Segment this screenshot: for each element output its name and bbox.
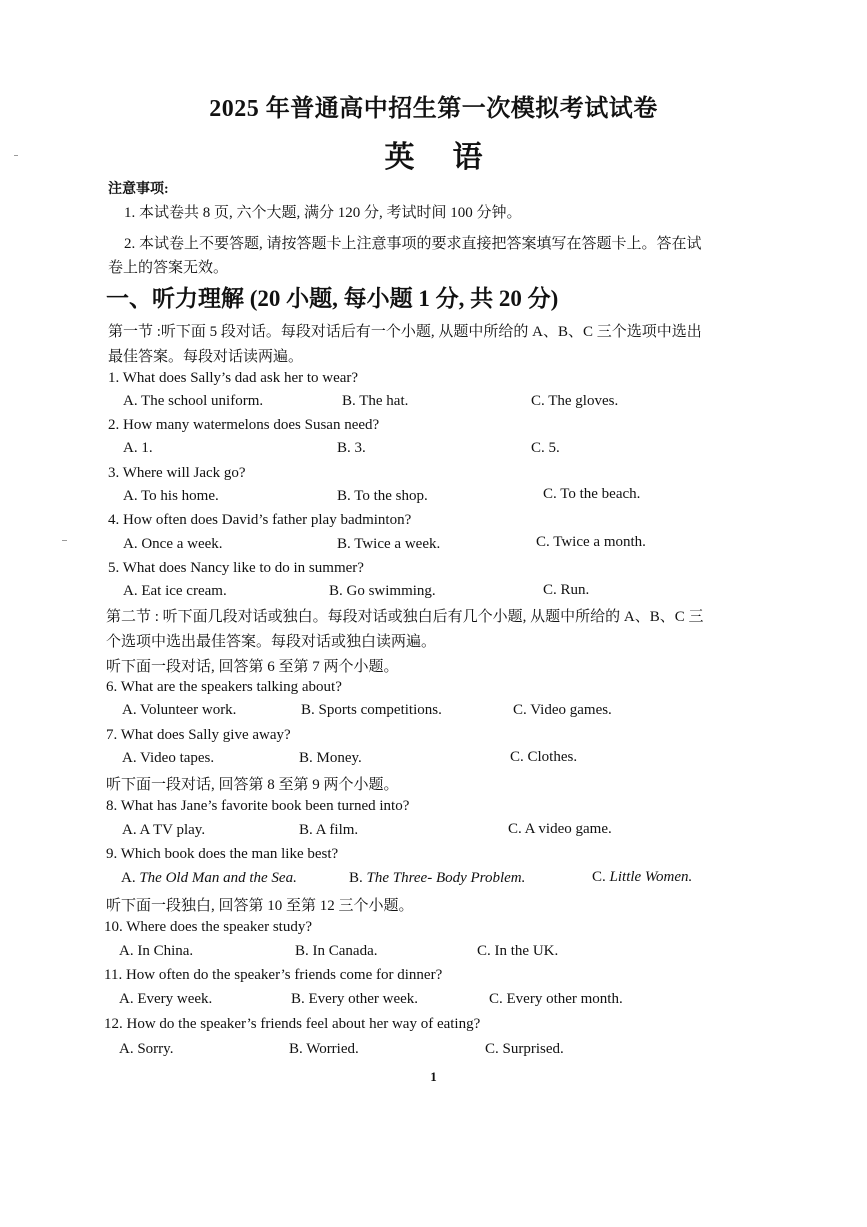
q10-option-c: C. In the UK. [477,943,559,959]
q9-option-b-letter: B. [349,870,367,886]
q10-option-a: A. In China. [119,943,194,959]
q1-option-b: B. The hat. [342,393,409,409]
q2-option-b: B. 3. [337,440,366,456]
question-10: 10. Where does the speaker study? [104,919,312,935]
exam-title: 2025 年普通高中招生第一次模拟考试试卷 [209,96,658,122]
q7-option-c: C. Clothes. [510,749,578,765]
q12-option-a: A. Sorry. [119,1041,174,1057]
q11-option-c: C. Every other month. [489,991,623,1007]
q7-option-a: A. Video tapes. [122,750,215,766]
q2-option-a: A. 1. [123,440,153,456]
q10-option-b: B. In Canada. [295,943,378,959]
part2-instructions-line-2: 个选项中选出最佳答案。每段对话或独白读两遍。 [106,634,437,650]
intro-q8-q9: 听下面一段对话, 回答第 8 至第 9 两个小题。 [106,777,399,793]
notice-item-2-line-1: 2. 本试卷上不要答题, 请按答题卡上注意事项的要求直接把答案填写在答题卡上。答在试 [124,236,702,252]
q1-option-c: C. The gloves. [531,393,619,409]
q5-option-a: A. Eat ice cream. [123,583,227,599]
q11-option-b: B. Every other week. [291,991,419,1007]
q4-option-a: A. Once a week. [123,536,223,552]
page-number: 1 [430,1069,437,1084]
subject-title: 英语 [384,141,521,174]
question-8: 8. What has Jane’s favorite book been turned into? [106,798,410,814]
q8-option-c: C. A video game. [508,821,612,837]
q3-option-c: C. To the beach. [543,486,641,502]
question-4: 4. How often does David’s father play badminton? [108,512,412,528]
part1-instructions-line-2: 最佳答案。每段对话读两遍。 [108,349,304,365]
q5-option-b: B. Go swimming. [329,583,436,599]
question-6: 6. What are the speakers talking about? [106,679,342,695]
q12-option-b: B. Worried. [289,1041,359,1057]
q9-option-c-letter: C. [592,869,610,885]
q9-option-b-title: The Three- Body Problem. [366,870,526,886]
q9-option-b [349,870,525,887]
question-5: 5. What does Nancy like to do in summer? [108,560,364,576]
part1-instructions-line-1: 第一节 :听下面 5 段对话。每段对话后有一个小题, 从题中所给的 A、B、C 三个选项中选出 [108,324,702,340]
q3-option-a: A. To his home. [123,488,219,504]
q6-option-c: C. Video games. [513,702,612,718]
question-2: 2. How many watermelons does Susan need? [108,417,380,433]
intro-q6-q7: 听下面一段对话, 回答第 6 至第 7 两个小题。 [106,659,399,675]
question-12: 12. How do the speaker’s friends feel about her way of eating? [104,1016,481,1032]
q2-option-c: C. 5. [531,440,560,456]
q9-option-a-title: The Old Man and the Sea. [139,870,297,886]
q9-option-a-letter: A. [121,870,140,886]
notice-item-1: 1. 本试卷共 8 页, 六个大题, 满分 120 分, 考试时间 100 分钟。 [124,205,522,221]
question-11: 11. How often do the speaker’s friends come for dinner? [104,967,443,983]
section-heading: 一、听力理解 (20 小题, 每小题 1 分, 共 20 分) [106,286,559,311]
q9-option-a [121,870,297,887]
q4-option-b: B. Twice a week. [337,536,441,552]
q6-option-a: A. Volunteer work. [122,702,237,718]
question-7: 7. What does Sally give away? [106,727,291,743]
notice-item-2-line-2: 卷上的答案无效。 [108,260,229,276]
q5-option-c: C. Run. [543,582,590,598]
q12-option-c: C. Surprised. [485,1041,564,1057]
q8-option-b: B. A film. [299,822,359,838]
notice-label: 注意事项: [108,182,169,197]
q4-option-c: C. Twice a month. [536,534,646,550]
question-1: 1. What does Sally’s dad ask her to wear? [108,370,359,386]
question-9: 9. Which book does the man like best? [106,846,339,862]
intro-q10-q12: 听下面一段独白, 回答第 10 至第 12 三个小题。 [106,898,414,914]
q1-option-a: A. The school uniform. [123,393,264,409]
question-3: 3. Where will Jack go? [108,465,246,481]
q9-option-c-title: Little Women. [609,869,693,885]
q8-option-a: A. A TV play. [122,822,206,838]
q6-option-b: B. Sports competitions. [301,702,442,718]
scan-mark [62,540,67,541]
q7-option-b: B. Money. [299,750,362,766]
q3-option-b: B. To the shop. [337,488,428,504]
q11-option-a: A. Every week. [119,991,213,1007]
part2-instructions-line-1: 第二节 : 听下面几段对话或独白。每段对话或独白后有几个小题, 从题中所给的 A、B、C 三 [106,609,704,625]
q9-option-c [592,869,692,886]
